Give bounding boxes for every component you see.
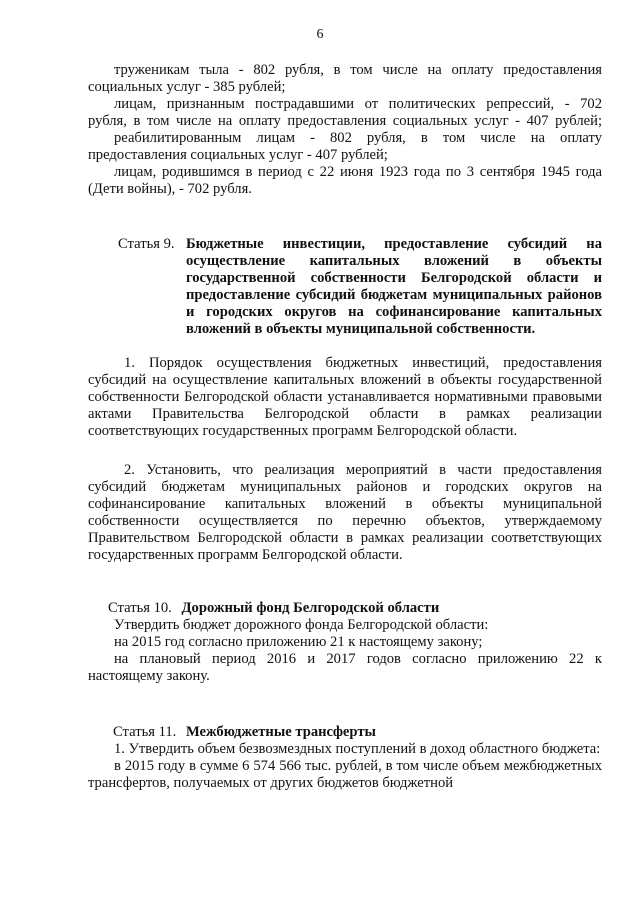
paragraph: 2. Установить, что реализация мероприятий в части предоставления субсидий бюджетам муниципальных районов и городских округов на софинансирование капитальных вложений в объекты муниципальной собственности осуществляется по перечню объектов, утверждаемому Правительством Белгородской области в рамках реализации соответствующих государственных программ Белгородской области. [88,462,602,563]
paragraph: в 2015 году в сумме 6 574 566 тыс. рублей, в том числе объем межбюджетных трансфертов, получаемых от других бюджетов бюджетной [88,758,602,791]
paragraph: на 2015 год согласно приложению 21 к настоящему закону; [114,634,483,650]
list-item [88,130,602,147]
intro-line: реабилитированным лицам - 802 рубля, в том числе на оплату [114,130,602,146]
list-item [88,79,602,96]
article-11-label: Статья 11. [113,724,177,740]
article-9-heading [118,236,602,338]
list-item [88,113,602,130]
paragraph: 1. Утвердить объем безвозмездных поступлений в доход областного бюджета: [114,741,601,757]
article-11-body [88,741,602,792]
intro-list [88,62,602,198]
article-9-title: Бюджетные инвестиции, предоставление субсидий на осуществление капитальных вложений в объекты государственной собственности Белгородской области и предоставление субсидий бюджетам муниципальных районов и городских округов на софинансирование капитальных вложений в объекты муниципальной собственности. [186,236,602,337]
article-11-heading [113,724,602,741]
intro-line: (Дети войны), - 702 рубля. [88,181,252,197]
list-item [88,164,602,181]
intro-line: социальных услуг - 385 рублей; [88,79,286,95]
page-number: 6 [316,27,324,42]
list-item [88,147,602,164]
paragraph: 1. Порядок осуществления бюджетных инвестиций, предоставления субсидий на осуществление капитальных вложений в объекты государственной собственности Белгородской области устанавливается нормативными правовыми актами Правительства Белгородской области в рамках реализации соответствующих государственных программ Белгородской области. [88,355,602,439]
article-10-heading [108,600,602,617]
intro-line: предоставления социальных услуг - 407 рублей; [88,147,388,163]
intro-line: рубля, в том числе на оплату предоставления социальных услуг - 407 рублей; [88,113,602,129]
article-9-paragraph-1 [88,355,602,440]
intro-line: лицам, признанным пострадавшими от политических репрессий, - 702 [114,96,602,112]
article-9-paragraph-2 [88,462,602,564]
article-10-label: Статья 10. [108,600,172,616]
paragraph: на плановый период 2016 и 2017 годов согласно приложению 22 к настоящему закону. [88,651,602,684]
intro-line: лицам, родившимся в период с 22 июня 1923 года по 3 сентября 1945 года [114,164,602,180]
list-item [88,181,602,198]
article-11-title: Межбюджетные трансферты [185,724,376,740]
article-9-label: Статья 9. [118,236,175,252]
list-item [88,96,602,113]
article-10-body [88,617,602,685]
list-item [88,62,602,79]
paragraph: Утвердить бюджет дорожного фонда Белгородской области: [114,617,489,633]
intro-line: труженикам тыла - 802 рубля, в том числе на оплату предоставления [114,62,602,78]
article-10-title: Дорожный фонд Белгородской области [181,600,440,616]
